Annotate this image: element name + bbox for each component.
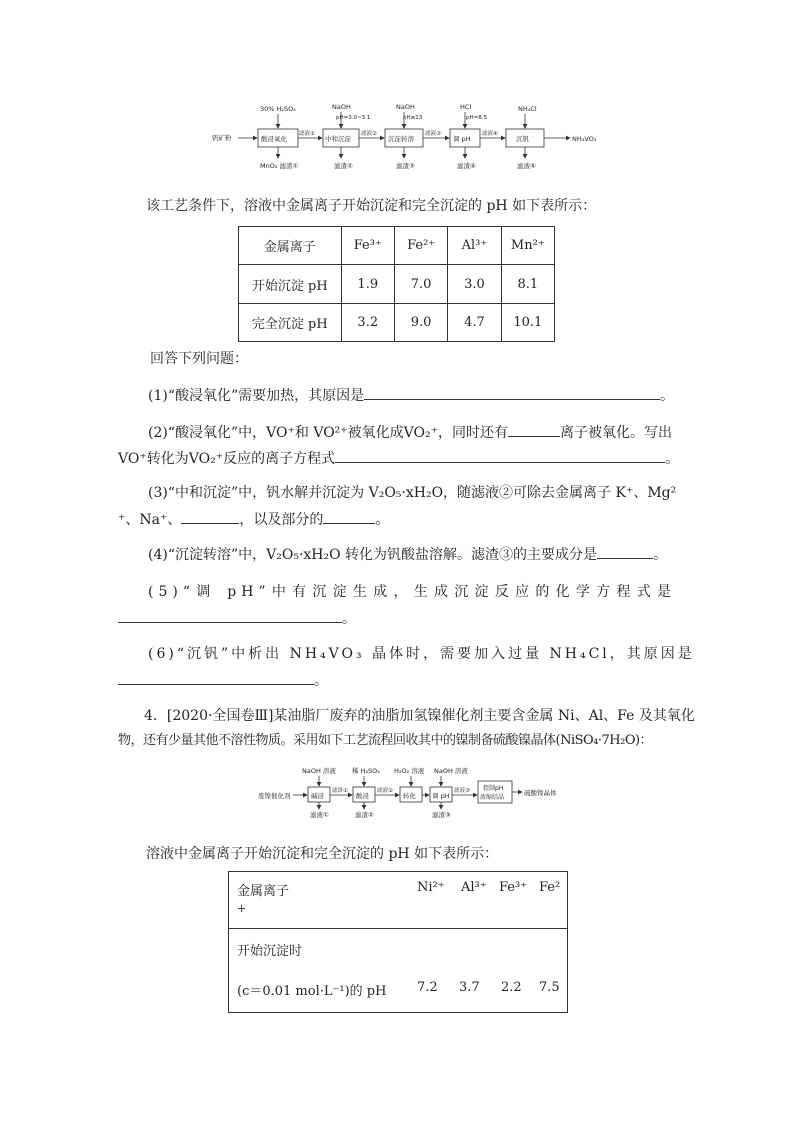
intro-text-1: 该工艺条件下，溶液中金属离子开始沉淀和完全沉淀的 pH 如下表所示： (146, 198, 597, 214)
question-1-text: (1)“酸浸氧化”需要加热，其原因是 (148, 388, 365, 404)
flow1-reagent-4: HCl (460, 103, 472, 111)
flow1-reagent-2-ph: pH=3.0~3.1 (336, 115, 371, 121)
answer-blank-2b[interactable] (335, 448, 665, 463)
flow1-residue-1: MnO₂ 滤渣① (260, 162, 299, 170)
table2-divider (229, 928, 567, 929)
flow2-reagent-3: H₂O₂ 溶液 (394, 767, 425, 775)
flow1-residue-5: 滤液⑤ (517, 162, 536, 170)
question-2-text: (2)“酸浸氧化”中，VO⁺和 VO²⁺被氧化成VO₂⁺，同时还有 (148, 425, 509, 441)
flow1-step-2: 中和沉淀 (325, 135, 351, 143)
table1-header-3: Al³⁺ (448, 227, 501, 265)
flow2-step-1: 碱浸 (311, 792, 324, 800)
question-2-line-2 (118, 448, 680, 469)
ph-table-2 (228, 871, 568, 1013)
table1-header-4: Mn²⁺ (501, 227, 554, 265)
flow1-filtrate-2: 滤液② (361, 131, 377, 137)
flow2-step-4: 调 pH (432, 792, 450, 800)
table-cell: 1.9 (341, 265, 394, 304)
question-3-line-2 (118, 509, 676, 530)
table-row (239, 304, 555, 342)
answer-blank-3a[interactable] (181, 509, 239, 524)
question-6 (148, 644, 695, 664)
table1-header-2: Fe²⁺ (394, 227, 447, 265)
question-4-text: (4)“沉淀转溶”中，V₂O₅·xH₂O 转化为钒酸盐溶解。滤渣③的主要成分是 (148, 547, 598, 563)
question-5-line-2 (118, 608, 676, 629)
table-row (239, 265, 555, 304)
table-cell: 8.1 (501, 265, 554, 304)
table2-header-label-wrap: + (237, 902, 247, 915)
ph-table-1 (238, 226, 555, 342)
question-1 (148, 385, 676, 406)
table1-header-1: Fe³⁺ (341, 227, 394, 265)
question-1-end: 。 (660, 388, 675, 404)
table2-value-1: 7.2 (417, 980, 438, 995)
question-4 (148, 544, 676, 565)
flow2-step-6: 浓缩结晶 (480, 794, 505, 801)
flow2-reagent-1: NaOH 溶液 (302, 767, 336, 775)
flow1-residue-2: 滤渣② (334, 162, 353, 170)
process-flow-diagram-1 (210, 100, 610, 178)
flow2-filtrate-1: 滤饼① (332, 788, 348, 794)
flow1-step-5: 沉钒 (516, 135, 529, 143)
table-cell: 10.1 (501, 304, 554, 342)
table-cell: 4.7 (448, 304, 501, 342)
problem-4-line-2: 物，还有少量其他不溶性物质。采用如下工艺流程回收其中的镍制备硫酸镍晶体(NiSO₄·7H₂O)： (118, 733, 653, 748)
flow1-reagent-2: NaOH (332, 103, 351, 111)
table-cell: 9.0 (394, 304, 447, 342)
table2-header-1: Ni²⁺ (417, 880, 445, 895)
answer-blank-6[interactable] (118, 670, 314, 685)
question-3-end: 。 (375, 512, 390, 528)
table-cell: 开始沉淀 pH (239, 265, 342, 304)
flow2-residue-2: 滤渣② (355, 811, 374, 819)
flow1-reagent-5: NH₄Cl (518, 105, 537, 113)
table2-row-label-1: 开始沉淀时 (237, 944, 303, 959)
question-3-text: (3)“中和沉淀”中，钒水解并沉淀为 V₂O₅·xH₂O，随滤液②可除去金属离子 K⁺、Mg² (148, 485, 677, 501)
question-5-text: (5)“调 pH”中有沉淀生成，生成沉淀反应的化学方程式是 (148, 584, 676, 600)
flow1-start: 钒矿粉 (212, 134, 232, 142)
flow1-step-1: 酸浸氧化 (261, 135, 287, 143)
question-2-text-c: VO⁺转化为VO₂⁺反应的离子方程式 (118, 451, 336, 467)
flow2-filtrate-2: 滤液② (377, 788, 393, 794)
problem-4-line-1: 4．[2020·全国卷Ⅲ]某油脂厂废弃的油脂加氢镍催化剂主要含金属 Ni、Al、Fe 及其氧化 (144, 708, 695, 724)
question-6-end: 。 (314, 673, 328, 689)
question-2 (148, 422, 676, 443)
flow2-reagent-4: NaOH 溶液 (434, 767, 468, 775)
intro-text-2: 溶液中金属离子开始沉淀和完全沉淀的 pH 如下表所示： (146, 846, 499, 862)
flow1-filtrate-1: 滤液① (299, 131, 315, 137)
question-2-end: 。 (665, 451, 680, 467)
answer-blank-5[interactable] (118, 608, 342, 623)
question-5-end: 。 (342, 611, 356, 627)
table2-value-2: 3.7 (459, 980, 480, 995)
answer-blank-1[interactable] (364, 385, 660, 400)
flow1-filtrate-3: 滤液③ (425, 131, 441, 137)
question-3 (148, 483, 676, 503)
flow1-filtrate-4: 滤液④ (482, 131, 498, 137)
flow2-step-5: 控制pH (483, 785, 504, 792)
flow1-reagent-3: NaOH (396, 103, 415, 111)
flow2-step-2: 酸浸 (356, 792, 369, 800)
answer-blank-2a[interactable] (508, 422, 560, 437)
answer-prompt: 回答下列问题： (150, 351, 248, 367)
table-cell: 3.2 (341, 304, 394, 342)
table-cell: 完全沉淀 pH (239, 304, 342, 342)
flow1-reagent-1: 30% H₂SO₄ (260, 105, 296, 113)
question-3-text-b: ⁺、Na⁺、 (118, 512, 182, 528)
table1-header-0: 金属离子 (239, 227, 342, 265)
flow2-step-3: 转化 (403, 792, 416, 800)
flow1-residue-3: 滤渣③ (396, 162, 415, 170)
flow1-step-3: 沉淀转溶 (388, 135, 414, 143)
flow1-residue-4: 滤渣④ (457, 162, 476, 170)
answer-blank-3b[interactable] (323, 509, 375, 524)
question-2-text-b: 离子被氧化。写出 (560, 425, 673, 441)
table2-header-2: Al³⁺ (461, 880, 487, 895)
question-6-text: (6)“沉钒”中析出 NH₄VO₃ 晶体时，需要加入过量 NH₄Cl，其原因是 (148, 646, 695, 662)
table2-value-4: 7.5 (539, 980, 560, 995)
question-6-line-2 (118, 670, 676, 691)
flow1-reagent-3-ph: pH≥13 (403, 115, 423, 121)
table2-header-label: 金属离子 (237, 884, 290, 899)
table2-header-4: Fe² (539, 880, 561, 895)
flow2-filtrate-3: 滤液③ (454, 788, 470, 794)
question-3-text-c: ，以及部分的 (239, 512, 324, 528)
table-cell: 3.0 (448, 265, 501, 304)
table2-value-3: 2.2 (501, 980, 522, 995)
table2-header-3: Fe³⁺ (499, 880, 528, 895)
question-4-end: 。 (653, 547, 668, 563)
flow1-product: NH₄VO₃ (572, 135, 597, 143)
question-5 (148, 582, 676, 602)
flow2-start: 废镍催化剂 (258, 792, 291, 800)
table2-row-label-2: (c＝0.01 mol·L⁻¹)的 pH (237, 984, 387, 999)
flow2-residue-3: 滤渣③ (432, 811, 451, 819)
flow2-product: 硫酸镍晶体 (524, 789, 557, 797)
answer-blank-4[interactable] (597, 544, 653, 559)
flow1-reagent-4-ph: pH=8.5 (466, 115, 487, 121)
process-flow-diagram-2 (258, 764, 578, 824)
flow2-reagent-2: 稀 H₂SO₄ (352, 767, 380, 775)
flow1-step-4: 调 pH (453, 135, 471, 143)
table-cell: 7.0 (394, 265, 447, 304)
flow2-residue-1: 滤液① (310, 811, 329, 819)
